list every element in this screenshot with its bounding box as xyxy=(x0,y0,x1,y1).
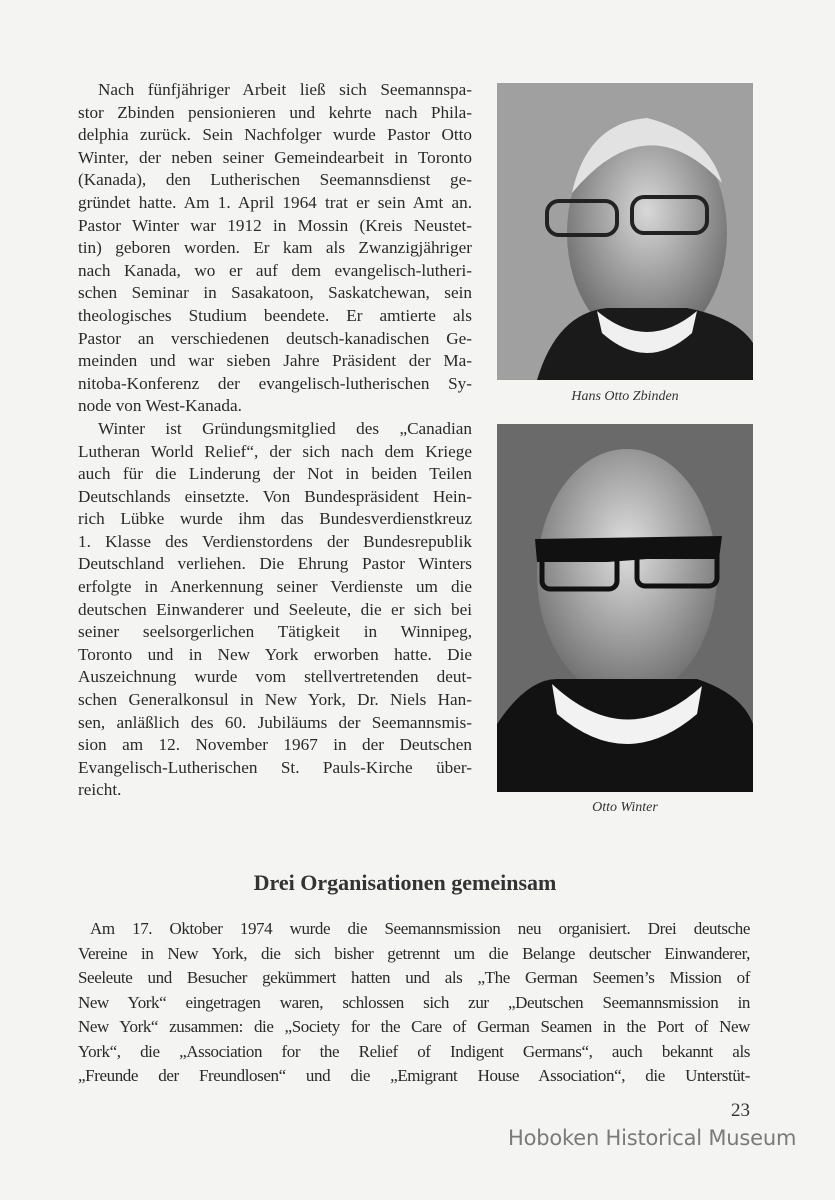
text-line: delphia zurück. Sein Nachfolger wurde Pastor Otto xyxy=(78,125,472,145)
text-line: Deutschlands einsetzte. Von Bundespräsident Hein- xyxy=(78,486,472,506)
text-line: schen Generalkonsul in New York, Dr. Niels Han- xyxy=(78,690,472,710)
text-line: seiner seelsorgerlichen Tätigkeit in Winnipeg, xyxy=(78,622,472,642)
text-line: Pastor Winter war 1912 in Mossin (Kreis Neustet- xyxy=(78,215,472,235)
portrait-photo-winter xyxy=(497,424,753,792)
text-line: Lutheran World Relief“, der sich nach dem Kriege xyxy=(78,441,472,461)
text-line: Seeleute und Besucher gekümmert hatten und als „The German Seemen’s Mission of xyxy=(78,968,750,987)
text-line: meinden und war sieben Jahre Präsident der Ma- xyxy=(78,351,472,371)
text-line: sion am 12. November 1967 in der Deutschen xyxy=(78,735,472,755)
text-line: stor Zbinden pensionieren und kehrte nach Phila- xyxy=(78,102,472,122)
main-column-text xyxy=(78,79,472,802)
photo-caption: Hans Otto Zbinden xyxy=(571,389,679,404)
text-line: gründet hatte. Am 1. April 1964 trat er sein Amt an. xyxy=(78,192,472,212)
text-line: Pastor an verschiedenen deutsch-kanadischen Ge- xyxy=(78,328,472,348)
text-line: Vereine in New York, die sich bisher getrennt um die Belange deutscher Einwanderer, xyxy=(78,943,750,963)
page-number: 23 xyxy=(731,1100,750,1121)
text-line: 1. Klasse des Verdienstordens der Bundesrepublik xyxy=(78,531,472,551)
text-line: erfolgte in Anerkennung seiner Verdienste um die xyxy=(78,577,472,597)
text-line: sen, anläßlich des 60. Jubiläums der Seemannsmis- xyxy=(78,712,472,732)
text-line: Toronto und in New York erworben hatte. Die xyxy=(78,644,472,664)
text-line: auch für die Linderung der Not in beiden Teilen xyxy=(78,464,472,484)
text-line: rich Lübke wurde ihm das Bundesverdienstkreuz xyxy=(78,509,472,529)
text-line: schen Seminar in Sasakatoon, Saskatchewan, sein xyxy=(78,283,472,303)
text-line: reicht. xyxy=(78,780,122,800)
paragraph-1 xyxy=(78,79,472,418)
text-line: New York“ eingetragen waren, schlossen sich zur „Deutschen Seemannsmission in xyxy=(78,992,750,1012)
text-line: node von West-Kanada. xyxy=(78,396,242,416)
photo-caption: Otto Winter xyxy=(592,800,658,815)
text-line: deutschen Einwanderer und Seeleute, die er sich bei xyxy=(78,599,472,619)
text-line: New York“ zusammen: die „Society for the Care of German Seamen in the Port of New xyxy=(78,1017,750,1036)
text-line: Am 17. Oktober 1974 wurde die Seemannsmission neu organisiert. Drei deutsche xyxy=(90,919,750,938)
watermark: Hoboken Historical Museum xyxy=(508,1126,797,1150)
text-line: Deutschland verliehen. Die Ehrung Pastor Winters xyxy=(78,554,472,574)
text-line: nitoba-Konferenz der evangelisch-lutherischen Sy- xyxy=(78,373,472,393)
section-heading: Drei Organisationen gemeinsam xyxy=(253,870,557,895)
text-line: tin) geboren worden. Er kam als Zwanzigjähriger xyxy=(78,238,472,258)
text-line: Nach fünfjähriger Arbeit ließ sich Seemannspa- xyxy=(98,80,472,99)
paragraph-2 xyxy=(78,418,472,802)
text-line: Winter ist Gründungsmitglied des „Canadian xyxy=(98,418,472,438)
text-line: Winter, der neben seiner Gemeindearbeit in Toronto xyxy=(78,147,472,167)
text-line: Evangelisch-Lutherischen St. Pauls-Kirche über- xyxy=(78,757,472,777)
text-line: (Kanada), den Lutherischen Seemannsdienst ge- xyxy=(78,170,472,190)
text-line: York“, die „Association for the Relief of Indigent Germans“, auch bekannt als xyxy=(78,1041,750,1061)
portrait-photo-zbinden xyxy=(497,83,753,380)
text-line: Auszeichnung wurde vom stellvertretenden deut- xyxy=(78,667,472,687)
text-line: „Freunde der Freundlosen“ und die „Emigrant House Association“, die Unterstüt- xyxy=(78,1066,750,1085)
text-line: nach Kanada, wo er auf dem evangelisch-lutheri- xyxy=(78,260,472,280)
section-paragraph xyxy=(78,917,750,1089)
text-line: theologisches Studium beendete. Er amtierte als xyxy=(78,305,472,325)
